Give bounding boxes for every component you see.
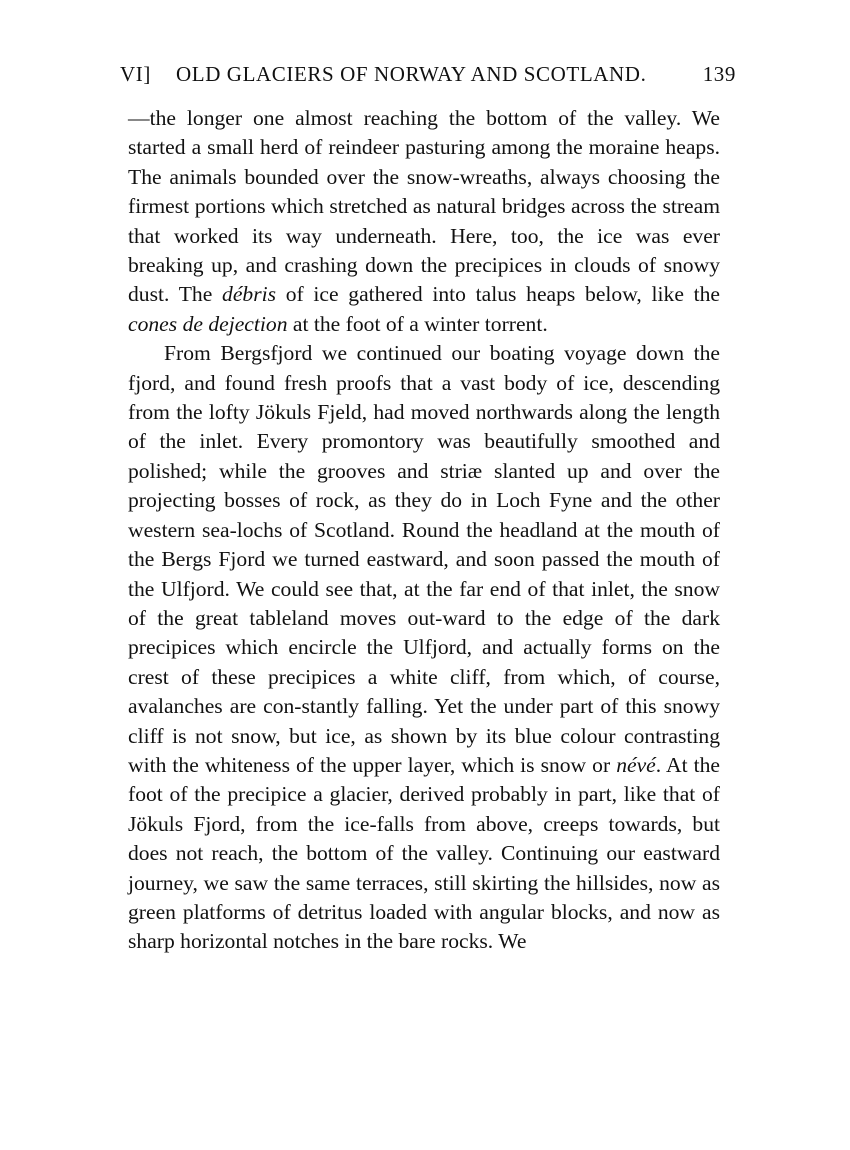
text-run: —the longer one almost reaching the bottom of the valley. We started a small herd of reindeer pasturing among the moraine heaps. The animals bounded over the snow-wreaths, always choosing the firmest portions which stretched as natural bridges across the stream that worked its way underneath. Here, too, the ice was ever breaking up, and crashing down the precipices in clouds of snowy dust. The [128, 106, 720, 307]
paragraph-2 [128, 339, 720, 957]
italic-term-cones-de-dejection: cones de dejection [128, 311, 288, 336]
running-title: OLD GLACIERS OF NORWAY AND SCOTLAND. [176, 62, 647, 86]
italic-term-debris: débris [222, 282, 276, 307]
page-number: 139 [702, 62, 736, 86]
text-run: . At the foot of the precipice a glacier, derived probably in part, like that of Jökuls Fjord, from the ice-falls from above, creeps towards, but does not reach, the bottom of the valley. Continuing our eastward journey, we saw the same terraces, still skirting the hillsides, now as green platforms of detritus loaded with angular blocks, and now as sharp horizontal notches in the bare rocks. We [128, 752, 720, 954]
paragraph-1 [128, 104, 720, 339]
text-run: From Bergsfjord we continued our boating voyage down the fjord, and found fresh proofs that a vast body of ice, descending from the lofty Jökuls Fjeld, had moved northwards along the length of the inlet. Every promontory was beautifully smoothed and polished; while the grooves and striæ slanted up and over the projecting bosses of rock, as they do in Loch Fyne and the other western sea-lochs of Scotland. Round the headland at the mouth of the Bergs Fjord we turned eastward, and soon passed the mouth of the Ulfjord. We could see that, at the far end of that inlet, the snow of the great tableland moves out-ward to the edge of the dark precipices which encircle the Ulfjord, and actually forms on the crest of these precipices a white cliff, from which, of course, avalanches are con-stantly falling. Yet the under part of this snowy cliff is not snow, but ice, as shown by its blue colour contrasting with the whiteness of the upper layer, which is snow or [128, 341, 720, 777]
chapter-number: VI] [120, 62, 151, 86]
body-text [128, 104, 720, 957]
text-run: at the foot of a winter torrent. [287, 311, 548, 336]
running-head [116, 62, 736, 92]
italic-term-neve: névé [616, 752, 656, 777]
text-run: of ice gathered into talus heaps below, like the [276, 282, 720, 307]
